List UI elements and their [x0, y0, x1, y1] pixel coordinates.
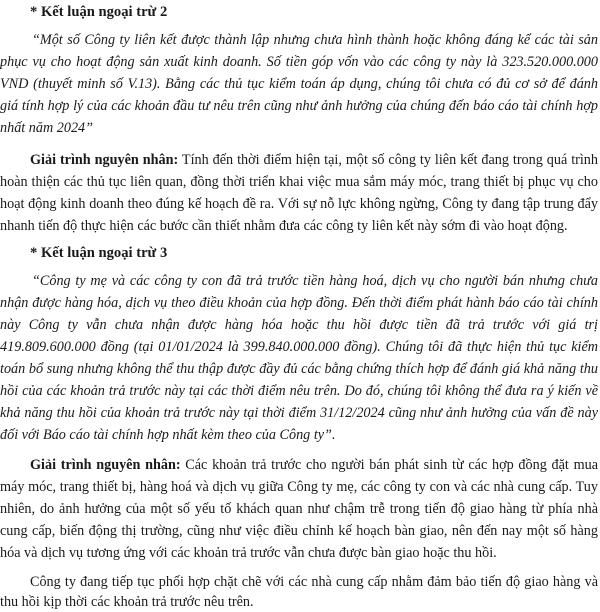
exception-2-heading: * Kết luận ngoại trừ 2 — [30, 4, 168, 20]
exception-3-explanation-line: nhiên, do ảnh hưởng của một số yếu tố khách quan như chậm trễ trong tiến độ giao hàng từ phía nhà — [0, 501, 598, 517]
exception-2-explanation-line: hoạt động kinh doanh theo đúng kế hoạch đề ra. Với sự nỗ lực không ngừng, Công ty đang tập trung đẩy — [0, 196, 598, 212]
explanation-label: Giải trình nguyên nhân: — [30, 152, 179, 168]
exception-2-quote-line: “Một số Công ty liên kết được thành lập nhưng chưa hình thành hoặc không đáng kể các tài sản — [32, 32, 598, 48]
exception-2-quote-line: phục vụ cho hoạt động sản xuất kinh doanh. Số tiền góp vốn vào các công ty này là 323.520.000.000 — [0, 54, 598, 70]
explanation-text: Các khoản trả trước cho người bán phát sinh từ các hợp đồng đặt mua — [180, 457, 598, 473]
exception-2-explanation-line: nhanh tiến độ thực hiện các bước cần thiết nhằm đưa các công ty liên kết này sớm đi vào hoạt động. — [0, 218, 568, 234]
exception-2-explanation-first-line — [30, 150, 598, 170]
exception-2-explanation-line: hoàn thiện các thủ tục liên quan, đồng thời triển khai việc mua sắm máy móc, trang thiết bị phục vụ cho — [0, 174, 598, 190]
exception-3-quote-line: 419.809.600.000 đồng (tại 01/01/2024 là 399.840.000.000 đồng). Chúng tôi đã thực hiện thủ tục kiểm — [0, 339, 598, 355]
closing-paragraph-first-line: Công ty đang tiếp tục phối hợp chặt chẽ với các nhà cung cấp nhằm đảm bảo tiến độ giao hàng và — [30, 574, 598, 590]
explanation-label: Giải trình nguyên nhân: — [30, 457, 181, 473]
exception-2-quote-line: nhất năm 2024” — [0, 120, 94, 136]
exception-2-quote-line: VND (thuyết minh số V.13). Bằng các thủ tục kiểm toán áp dụng, chúng tôi chưa có đủ cơ sở để đánh — [0, 76, 598, 92]
exception-2-quote-line: giá tính hợp lý của các khoản đầu tư nêu trên cũng như ảnh hưởng của chúng đến báo cáo tài chính hợp — [0, 98, 598, 114]
exception-3-heading: * Kết luận ngoại trừ 3 — [30, 245, 168, 261]
exception-3-quote-line: khả năng thu hồi của khoản trả trước này tại thời điểm 31/12/2024 cũng như ảnh hưởng của vấn đề này — [0, 405, 598, 421]
exception-3-explanation-line: cung cấp, biến động thị trường, cũng như việc điều chỉnh kế hoạch bàn giao, nên đến nay một số hàng — [0, 523, 598, 539]
exception-3-quote-line: “Công ty mẹ và các công ty con đã trả trước tiền hàng hoá, dịch vụ cho người bán nhưng chưa — [32, 273, 598, 289]
exception-3-quote-line: này Công ty vẫn chưa nhận được hàng hóa hoặc thu hồi được tiền đã trả trước với giá trị — [0, 317, 598, 333]
closing-paragraph-last-line: thu hồi kịp thời các khoản trả trước nêu trên. — [0, 594, 254, 610]
exception-3-explanation-line: hóa và dịch vụ tương ứng với các khoản trả trước vẫn chưa được bàn giao hoặc thu hồi. — [0, 545, 497, 561]
exception-3-explanation-line: máy móc, trang thiết bị, hàng hoá và dịch vụ giữa Công ty mẹ, các công ty con và các nhà cung cấp. Tuy — [0, 479, 598, 495]
explanation-text: Tính đến thời điểm hiện tại, một số công ty liên kết đang trong quá trình — [178, 152, 598, 168]
exception-3-quote-line: hồi của các khoản trả trước này tại các thời điểm nêu trên. Do đó, chúng tôi không thể đưa ra ý kiến về — [0, 383, 598, 399]
exception-3-explanation-first-line — [30, 455, 598, 475]
exception-3-quote-line: nhận được hàng hóa, dịch vụ theo điều khoản của hợp đồng. Đến thời điểm phát hành báo cáo tài chính — [0, 295, 598, 311]
exception-3-quote-line: toán bổ sung nhưng không thể thu thập được đầy đủ các bằng chứng thích hợp để đánh giá khả năng thu — [0, 361, 598, 377]
exception-3-quote-line: đối với Báo cáo tài chính hợp nhất kèm theo của Công ty”. — [0, 427, 336, 443]
